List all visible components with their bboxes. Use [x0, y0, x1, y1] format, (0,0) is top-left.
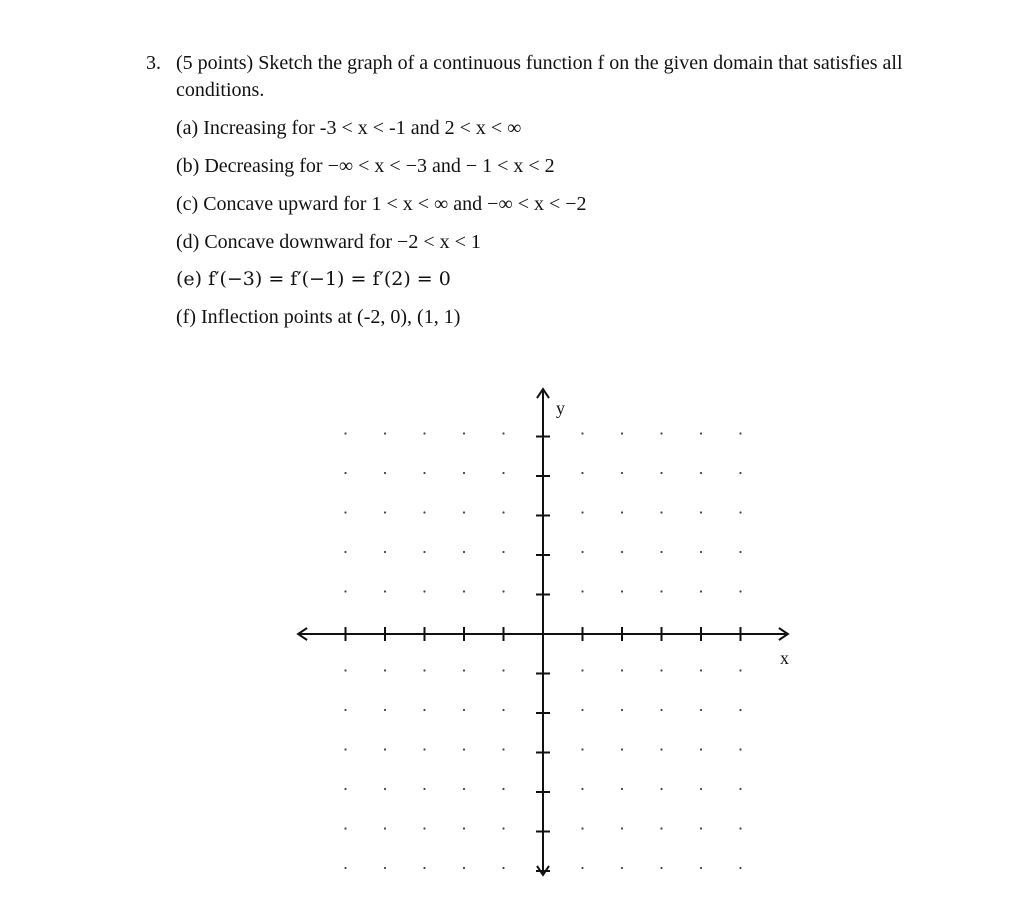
grid-dot: [502, 511, 504, 513]
grid-dot: [463, 669, 465, 671]
grid-dot: [502, 590, 504, 592]
grid-dot: [581, 551, 583, 553]
grid-dot: [423, 511, 425, 513]
grid-dot: [423, 432, 425, 434]
grid-dot: [581, 709, 583, 711]
grid-dot: [739, 748, 741, 750]
grid-dot: [502, 709, 504, 711]
grid-dot: [502, 472, 504, 474]
grid-dot: [384, 590, 386, 592]
grid-dot: [581, 432, 583, 434]
grid-dot: [581, 511, 583, 513]
grid-dot: [700, 827, 702, 829]
grid-dot: [621, 472, 623, 474]
grid-dot: [581, 788, 583, 790]
grid-dot: [660, 788, 662, 790]
grid-dot: [463, 511, 465, 513]
grid-dot: [739, 788, 741, 790]
grid-dot: [384, 472, 386, 474]
grid-dot: [423, 709, 425, 711]
grid-dot: [700, 669, 702, 671]
grid-dot: [621, 867, 623, 869]
grid-dot: [660, 432, 662, 434]
grid-dot: [344, 551, 346, 553]
grid-dot: [660, 590, 662, 592]
grid-dot: [463, 748, 465, 750]
grid-dot: [463, 709, 465, 711]
grid-dot: [423, 827, 425, 829]
grid-dot: [700, 867, 702, 869]
grid-dot: [502, 748, 504, 750]
grid-dot: [344, 472, 346, 474]
grid-dot: [739, 551, 741, 553]
grid-dot: [700, 709, 702, 711]
grid-dot: [581, 867, 583, 869]
grid-dot: [502, 551, 504, 553]
grid-dot: [739, 827, 741, 829]
grid-dot: [660, 551, 662, 553]
y-axis-label: y: [556, 398, 565, 418]
condition-e-text: (e) f′(−3) = f′(−1) = f′(2) = 0: [176, 268, 451, 290]
grid-dot: [423, 669, 425, 671]
grid-dot: [384, 748, 386, 750]
grid-dot: [344, 511, 346, 513]
grid-dot: [621, 788, 623, 790]
grid-dot: [463, 867, 465, 869]
grid-dot: [660, 827, 662, 829]
grid-dot: [581, 669, 583, 671]
grid-dot: [739, 709, 741, 711]
grid-dot: [423, 551, 425, 553]
grid-dot: [502, 867, 504, 869]
grid-dot: [384, 432, 386, 434]
grid-dot: [502, 432, 504, 434]
grid-dot: [344, 867, 346, 869]
grid-dot: [621, 709, 623, 711]
x-axis-label: x: [780, 648, 789, 668]
grid-dot: [384, 511, 386, 513]
problem-text: (5 points) Sketch the graph of a continuous function f on the given domain that satisfies all conditions.: [176, 52, 903, 101]
grid-dot: [463, 827, 465, 829]
condition-f-text: (f) Inflection points at (-2, 0), (1, 1): [176, 306, 461, 328]
grid-dot: [621, 590, 623, 592]
grid-dot: [344, 827, 346, 829]
grid-dot: [700, 472, 702, 474]
grid-dot: [463, 551, 465, 553]
condition-b-text: (b) Decreasing for −∞ < x < −3 and − 1 < x < 2: [176, 155, 555, 177]
y-axis: [536, 389, 550, 875]
grid-dot: [463, 788, 465, 790]
grid-dot: [700, 590, 702, 592]
grid-dot: [463, 472, 465, 474]
grid-dot: [700, 788, 702, 790]
grid-dot: [621, 432, 623, 434]
grid-dot: [581, 748, 583, 750]
grid-dot: [581, 590, 583, 592]
grid-dot: [621, 551, 623, 553]
grid-dot: [384, 867, 386, 869]
grid-dot: [739, 432, 741, 434]
grid-dot: [581, 472, 583, 474]
grid-dot: [581, 827, 583, 829]
grid-dot: [384, 551, 386, 553]
grid-dot: [423, 867, 425, 869]
grid-dot: [660, 669, 662, 671]
grid-dot: [739, 867, 741, 869]
grid-dot: [739, 590, 741, 592]
grid-dot: [739, 472, 741, 474]
grid-dot: [423, 788, 425, 790]
grid-dot: [621, 511, 623, 513]
grid-dot: [423, 590, 425, 592]
grid-dot: [384, 827, 386, 829]
grid-dot: [384, 669, 386, 671]
grid-dot: [502, 788, 504, 790]
grid-dot: [344, 709, 346, 711]
grid-dot: [739, 511, 741, 513]
grid-dot: [344, 748, 346, 750]
grid-dot: [621, 827, 623, 829]
grid-dot: [660, 472, 662, 474]
grid-dot: [700, 748, 702, 750]
grid-dot: [423, 748, 425, 750]
grid-dot: [660, 867, 662, 869]
grid-dot: [344, 788, 346, 790]
grid-dot: [384, 709, 386, 711]
grid-dot: [384, 788, 386, 790]
grid-dot: [502, 669, 504, 671]
grid-dot: [463, 590, 465, 592]
grid-dot: [621, 669, 623, 671]
grid-dot: [700, 551, 702, 553]
grid-dot: [344, 669, 346, 671]
condition-d-text: (d) Concave downward for −2 < x < 1: [176, 231, 481, 253]
grid-dot: [700, 511, 702, 513]
condition-a-text: (a) Increasing for -3 < x < -1 and 2 < x < ∞: [176, 117, 522, 139]
grid-dot: [660, 748, 662, 750]
grid-dot: [423, 472, 425, 474]
grid-dot: [621, 748, 623, 750]
grid-dot: [344, 590, 346, 592]
grid-dot: [660, 511, 662, 513]
grid-dot: [660, 709, 662, 711]
grid-dot: [700, 432, 702, 434]
grid-dot: [463, 432, 465, 434]
grid-dot: [739, 669, 741, 671]
grid-dot: [344, 432, 346, 434]
problem-number: 3.: [146, 52, 161, 74]
condition-c-text: (c) Concave upward for 1 < x < ∞ and −∞ < x < −2: [176, 193, 587, 215]
grid-dot: [502, 827, 504, 829]
